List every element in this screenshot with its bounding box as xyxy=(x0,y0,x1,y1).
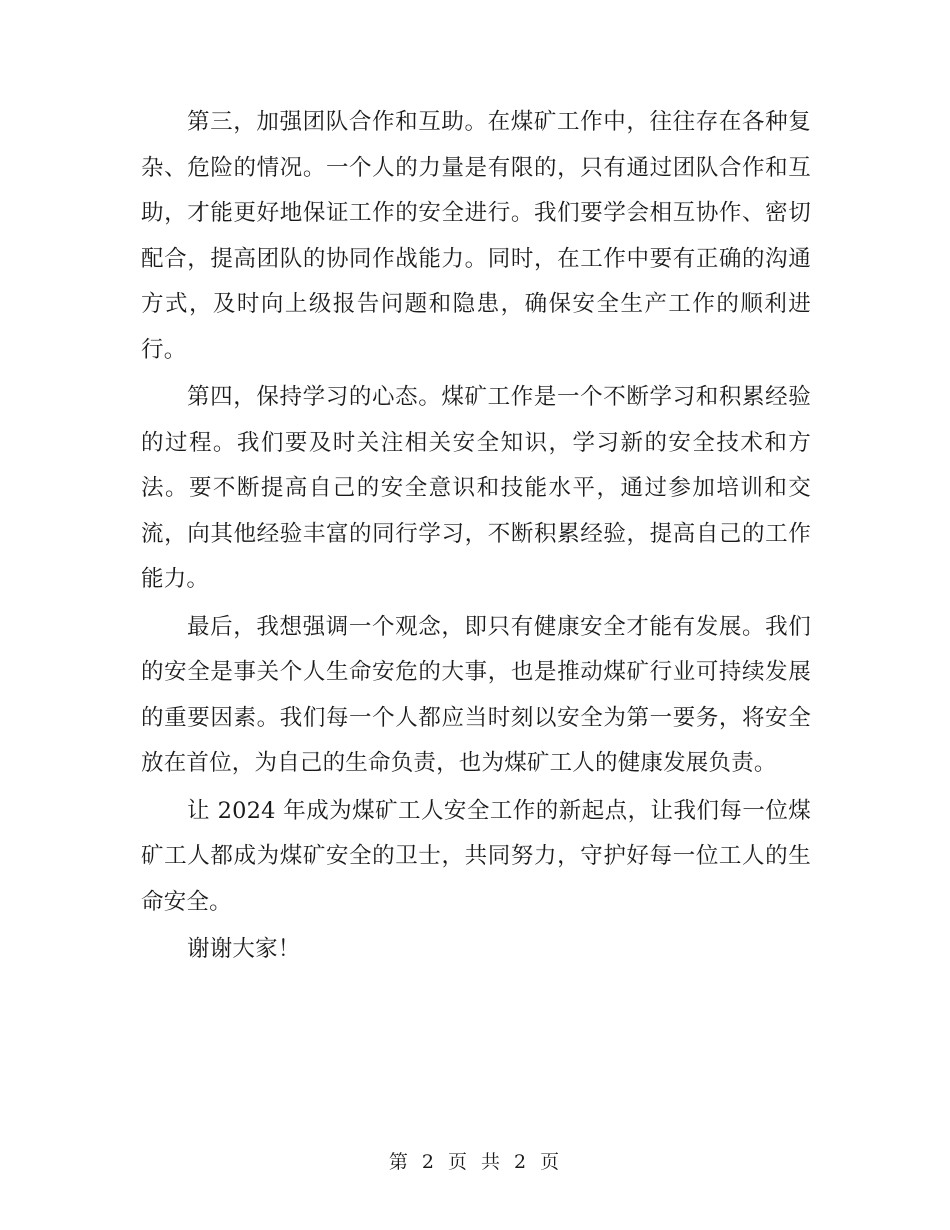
document-body xyxy=(141,100,811,975)
page-footer: 第 2 页 共 2 页 xyxy=(388,1151,562,1173)
paragraph-conclusion: 最后，我想强调一个观念，即只有健康安全才能有发展。我们的安全是事关个人生命安危的大事，也是推动煤矿行业可持续发展的重要因素。我们每一个人都应当时刻以安全为第一要务，将安全放在首位，为自己的生命负责，也为煤矿工人的健康发展负责。 xyxy=(141,613,811,776)
paragraph-learning: 第四，保持学习的心态。煤矿工作是一个不断学习和积累经验的过程。我们要及时关注相关安全知识，学习新的安全技术和方法。要不断提高自己的安全意识和技能水平，通过参加培训和交流，向其他经验丰富的同行学习，不断积累经验，提高自己的工作能力。 xyxy=(141,384,811,592)
paragraph-teamwork: 第三，加强团队合作和互助。在煤矿工作中，往往存在各种复杂、危险的情况。一个人的力量是有限的，只有通过团队合作和互助，才能更好地保证工作的安全进行。我们要学会相互协作、密切配合，提高团队的协同作战能力。同时，在工作中要有正确的沟通方式，及时向上级报告问题和隐患，确保安全生产工作的顺利进行。 xyxy=(141,109,811,363)
paragraph-new-start: 让 2024 年成为煤矿工人安全工作的新起点，让我们每一位煤矿工人都成为煤矿安全的卫士，共同努力，守护好每一位工人的生命安全。 xyxy=(141,797,811,915)
paragraph-thanks: 谢谢大家！ xyxy=(187,936,301,962)
